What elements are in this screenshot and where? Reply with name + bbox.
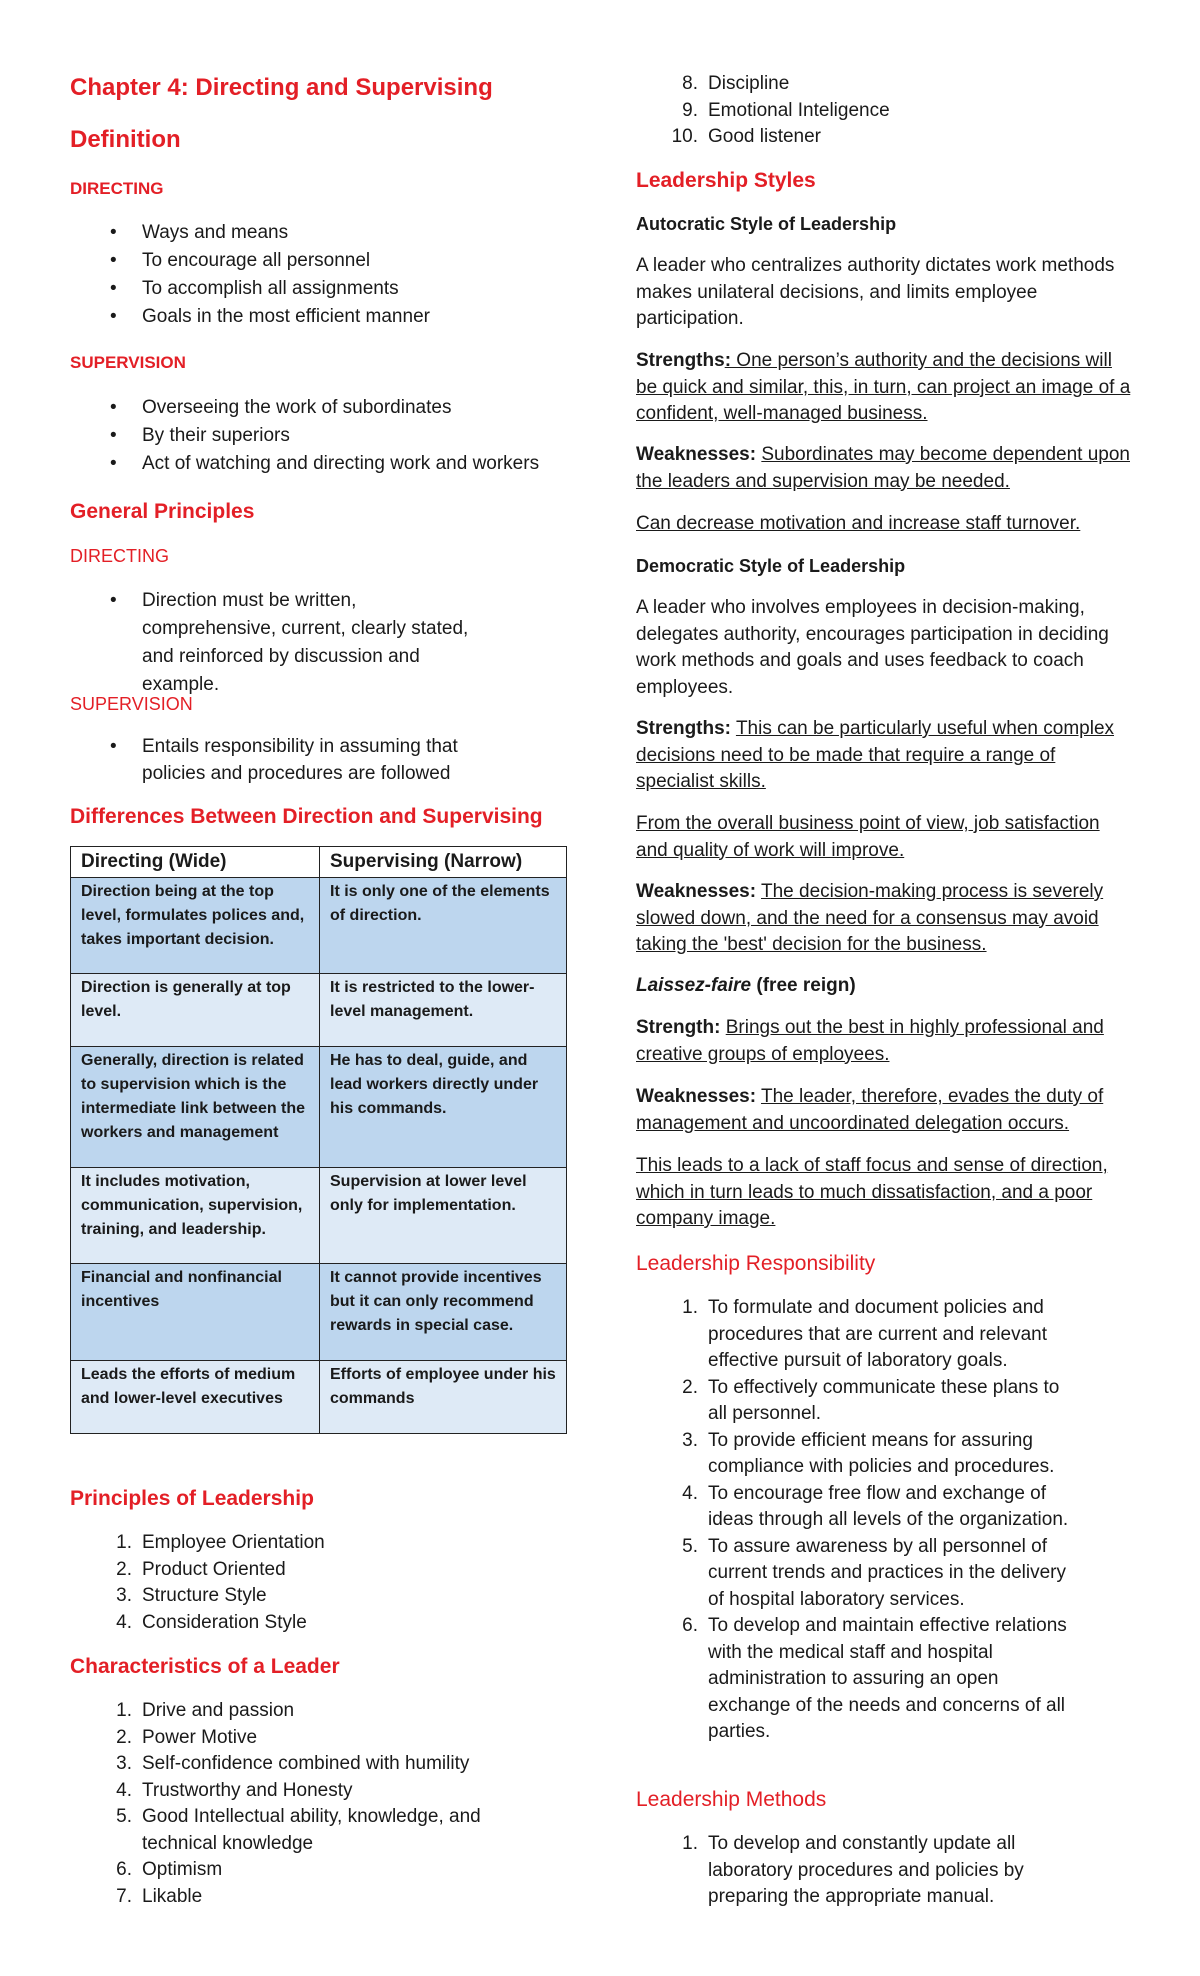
characteristics-list <box>70 1698 570 1910</box>
principles-list <box>70 1530 570 1636</box>
table-cell: It includes motivation, communication, supervision, training, and leadership. <box>71 1168 320 1264</box>
table-cell: Supervision at lower level only for implementation. <box>320 1168 567 1264</box>
weaknesses-label: Weaknesses: <box>636 444 757 465</box>
democratic-strengths-2: From the overall business point of view, job satisfaction and quality of work will improve. <box>636 813 1100 861</box>
directing-list <box>70 219 570 331</box>
gp-supervision-list <box>70 734 570 787</box>
democratic-description: A leader who involves employees in decision-making, delegates authority, encourages participation in deciding work methods and goals and uses feedback to coach employees. <box>636 597 1109 698</box>
laissez-strength: Strength: Brings out the best in highly professional and creative groups of employees. <box>636 1017 1104 1065</box>
list-item: 2. Product Oriented <box>116 1558 286 1580</box>
list-item: 4. Trustworthy and Honesty <box>116 1779 353 1801</box>
gp-directing-label: DIRECTING <box>70 546 169 566</box>
column-header: Supervising (Narrow) <box>320 847 567 878</box>
list-item: 6. To develop and maintain effective relations with the medical staff and hospital administration to assuring an open exchange of the needs and concerns of all parties. <box>682 1615 1067 1742</box>
responsibility-title: Leadership Responsibility <box>636 1252 876 1275</box>
methods-list <box>636 1831 1136 1911</box>
list-item: 1. Drive and passion <box>116 1700 295 1721</box>
list-item: 3. To provide efficient means for assuring compliance with policies and procedures. <box>682 1429 1055 1477</box>
table-cell: Direction being at the top level, formulates polices and, takes important decision. <box>71 878 320 974</box>
autocratic-description: A leader who centralizes authority dictates work methods makes unilateral decisions, and limits employee participation. <box>636 255 1115 329</box>
list-item: 1. To formulate and document policies and procedures that are current and relevant effective pursuit of laboratory goals. <box>682 1297 1048 1371</box>
supervision-list <box>70 394 570 478</box>
list-item: 9. Emotional Inteligence <box>682 99 890 121</box>
table-row <box>71 1168 567 1264</box>
gp-directing-list <box>70 587 570 699</box>
principles-title: Principles of Leadership <box>70 1487 314 1510</box>
table-cell: Generally, direction is related to supervision which is the intermediate link between the workers and management <box>71 1047 320 1168</box>
table-header-row <box>71 847 567 878</box>
supervision-label: SUPERVISION <box>70 353 186 372</box>
laissez-faire-title: Laissez-faire (free reign) <box>636 975 856 996</box>
autocratic-title: Autocratic Style of Leadership <box>636 214 897 234</box>
weaknesses-label: Weaknesses: <box>636 881 757 902</box>
differences-title: Differences Between Direction and Supervising <box>70 805 543 828</box>
table-row <box>71 1264 567 1361</box>
list-item: • Ways and means <box>110 222 289 243</box>
list-item: • To accomplish all assignments <box>110 278 399 299</box>
table-row <box>71 878 567 974</box>
list-item: • To encourage all personnel <box>110 250 371 271</box>
democratic-title: Democratic Style of Leadership <box>636 556 906 576</box>
directing-label: DIRECTING <box>70 179 164 198</box>
democratic-strengths: Strengths: This can be particularly useful when complex decisions need to be made that require a range of specialist skills. <box>636 718 1115 792</box>
table-cell: Efforts of employee under his commands <box>320 1361 567 1434</box>
list-item: • Overseeing the work of subordinates <box>110 397 452 418</box>
table-cell: Leads the efforts of medium and lower-level executives <box>71 1361 320 1434</box>
chapter-title: Chapter 4: Directing and Supervising <box>70 74 493 101</box>
column-header: Directing (Wide) <box>71 847 320 878</box>
table-cell: It is only one of the elements of direction. <box>320 878 567 974</box>
table-cell: It cannot provide incentives but it can only recommend rewards in special case. <box>320 1264 567 1361</box>
autocratic-weaknesses: Weaknesses: Subordinates may become dependent upon the leaders and supervision may be needed. <box>636 444 1130 492</box>
list-item: • Goals in the most efficient manner <box>110 306 430 327</box>
strengths-label: Strengths: <box>636 718 731 739</box>
styles-title: Leadership Styles <box>636 169 816 192</box>
strengths-label: Strengths <box>636 350 725 371</box>
table-row <box>71 1361 567 1434</box>
laissez-weaknesses-2: This leads to a lack of staff focus and sense of direction, which in turn leads to much dissatisfaction, and a poor company image. <box>636 1155 1108 1229</box>
list-item: 8. Discipline <box>682 73 790 94</box>
differences-table <box>70 846 567 1434</box>
list-item: 5. Good Intellectual ability, knowledge, and technical knowledge <box>116 1806 481 1854</box>
list-item: 3. Self-confidence combined with humility <box>116 1753 470 1774</box>
list-item: 5. To assure awareness by all personnel of current trends and practices in the delivery of hospital laboratory services. <box>682 1535 1067 1610</box>
table-cell: Direction is generally at top level. <box>71 974 320 1047</box>
definition-title: Definition <box>70 126 181 153</box>
list-item: • Direction must be written, comprehensive, current, clearly stated, and reinforced by discussion and example. <box>110 590 469 695</box>
table-cell: It is restricted to the lower-level management. <box>320 974 567 1047</box>
list-item: 3. Structure Style <box>116 1585 267 1606</box>
list-item: • By their superiors <box>110 425 290 446</box>
gp-supervision-label: SUPERVISION <box>70 694 193 714</box>
table-row <box>71 974 567 1047</box>
autocratic-weaknesses-2: Can decrease motivation and increase staff turnover. <box>636 513 1081 534</box>
list-item: 7. Likable <box>116 1885 203 1907</box>
list-item: 1. To develop and constantly update all laboratory procedures and policies by preparing the appropriate manual. <box>682 1833 1024 1907</box>
responsibility-list <box>636 1295 1136 1746</box>
list-item: 10. Good listener <box>671 126 822 147</box>
laissez-weaknesses: Weaknesses: The leader, therefore, evades the duty of management and uncoordinated delegation occurs. <box>636 1086 1104 1134</box>
weaknesses-label: Weaknesses: <box>636 1086 757 1107</box>
list-item: 4. Consideration Style <box>116 1611 307 1633</box>
list-item: 1. Employee Orientation <box>116 1532 325 1553</box>
list-item: • Entails responsibility in assuming that policies and procedures are followed <box>110 736 458 784</box>
list-item: 2. To effectively communicate these plans to all personnel. <box>682 1376 1060 1424</box>
table-cell: He has to deal, guide, and lead workers directly under his commands. <box>320 1047 567 1168</box>
list-item: 6. Optimism <box>116 1859 223 1880</box>
list-item: • Act of watching and directing work and workers <box>110 453 540 474</box>
democratic-weaknesses: Weaknesses: The decision-making process is severely slowed down, and the need for a consensus may avoid taking the 'best' decision for the business. <box>636 881 1104 955</box>
general-principles-title: General Principles <box>70 500 255 523</box>
characteristics-title: Characteristics of a Leader <box>70 1655 340 1678</box>
list-item: 4. To encourage free flow and exchange of ideas through all levels of the organization. <box>682 1482 1069 1530</box>
table-cell: Financial and nonfinancial incentives <box>71 1264 320 1361</box>
strength-label: Strength: <box>636 1017 721 1038</box>
table-row <box>71 1047 567 1168</box>
characteristics-list-continued <box>636 71 1136 151</box>
methods-title: Leadership Methods <box>636 1788 827 1811</box>
autocratic-strengths: Strengths: One person’s authority and the decisions will be quick and similar, this, in turn, can project an image of a confident, well-managed business. <box>636 350 1131 424</box>
list-item: 2. Power Motive <box>116 1726 258 1748</box>
